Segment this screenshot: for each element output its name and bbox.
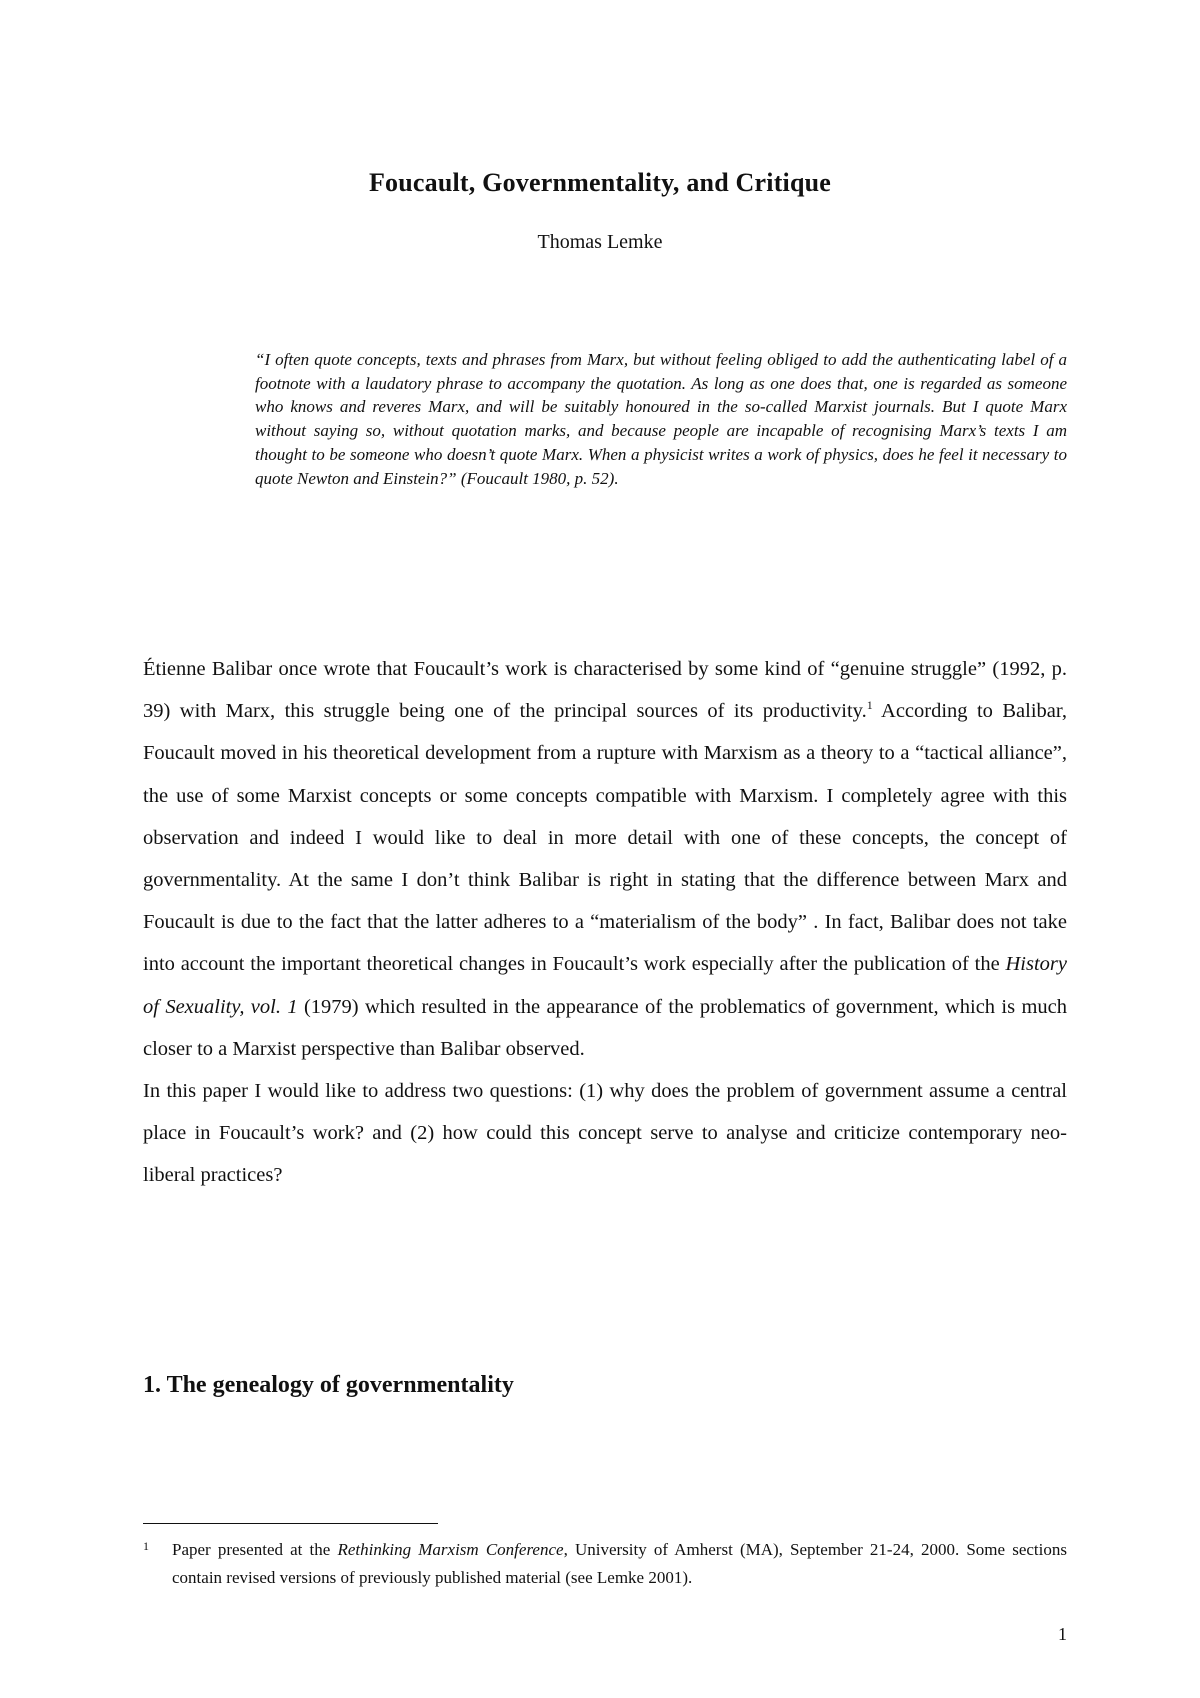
book-title: History of Sexuality, vol. 1: [143, 953, 1067, 1018]
conference-name: Rethinking Marxism Conference: [337, 1540, 564, 1559]
author-name: Thomas Lemke: [537, 231, 663, 253]
footnote-text-part2: , University of Amherst (MA), September 21-24, 2000. Some sections contain revised versions of previously published material (see Lemke 2001).: [172, 1540, 1067, 1587]
paragraph-intro: [143, 648, 1067, 1070]
footnote-marker: 1: [143, 1539, 149, 1553]
footnote-text: [143, 1536, 1067, 1592]
section-heading: 1. The genealogy of governmentality: [143, 1372, 514, 1398]
paragraph-intro-part1: Étienne Balibar once wrote that Foucault’s work is characterised by some kind of “genuine struggle” (1992, p. 39) with Marx, this struggle being one of the principal sources of its productivity.: [143, 658, 1067, 723]
page-number: 1: [1058, 1624, 1067, 1644]
footnote-reference[interactable]: 1: [866, 698, 873, 713]
epigraph-quote: “I often quote concepts, texts and phrases from Marx, but without feeling obliged to add the authenticating label of a footnote with a laudatory phrase to accompany the quotation. As long as one does that, one is regarded as someone who knows and reveres Marx, and will be suitably honoured in the so-called Marxist journals. But I quote Marx without saying so, without quotation marks, and because people are incapable of recognising Marx’s texts I am thought to be someone who doesn’t quote Marx. When a physicist writes a work of physics, does he feel it necessary to quote Newton and Einstein?” (Foucault 1980, p. 52).: [255, 350, 1067, 488]
footnote-text-part1: Paper presented at the: [172, 1540, 338, 1559]
paragraph-questions: In this paper I would like to address two questions: (1) why does the problem of government assume a central place in Foucault’s work? and (2) how could this concept serve to analyse and criticize contemporary neo-liberal practices?: [143, 1080, 1067, 1187]
footnote: [143, 1536, 1067, 1592]
body-text: [143, 648, 1067, 1197]
paragraph-intro-part2: According to Balibar, Foucault moved in his theoretical development from a rupture with Marxism as a theory to a “tactical alliance”, the use of some Marxist concepts or some concepts compatible with Marxism. I completely agree with this observation and indeed I would like to deal in more detail with one of these concepts, the concept of governmentality. At the same I don’t think Balibar is right in stating that the difference between Marx and Foucault is due to the fact that the latter adheres to a “materialism of the body” . In fact, Balibar does not take into account the important theoretical changes in Foucault’s work especially after the publication of the: [143, 700, 1067, 976]
paragraph-intro-part3: (1979) which resulted in the appearance of the problematics of government, which is much closer to a Marxist perspective than Balibar observed.: [143, 995, 1068, 1060]
paper-title: Foucault, Governmentality, and Critique: [368, 168, 832, 197]
footnote-separator: [143, 1523, 438, 1524]
